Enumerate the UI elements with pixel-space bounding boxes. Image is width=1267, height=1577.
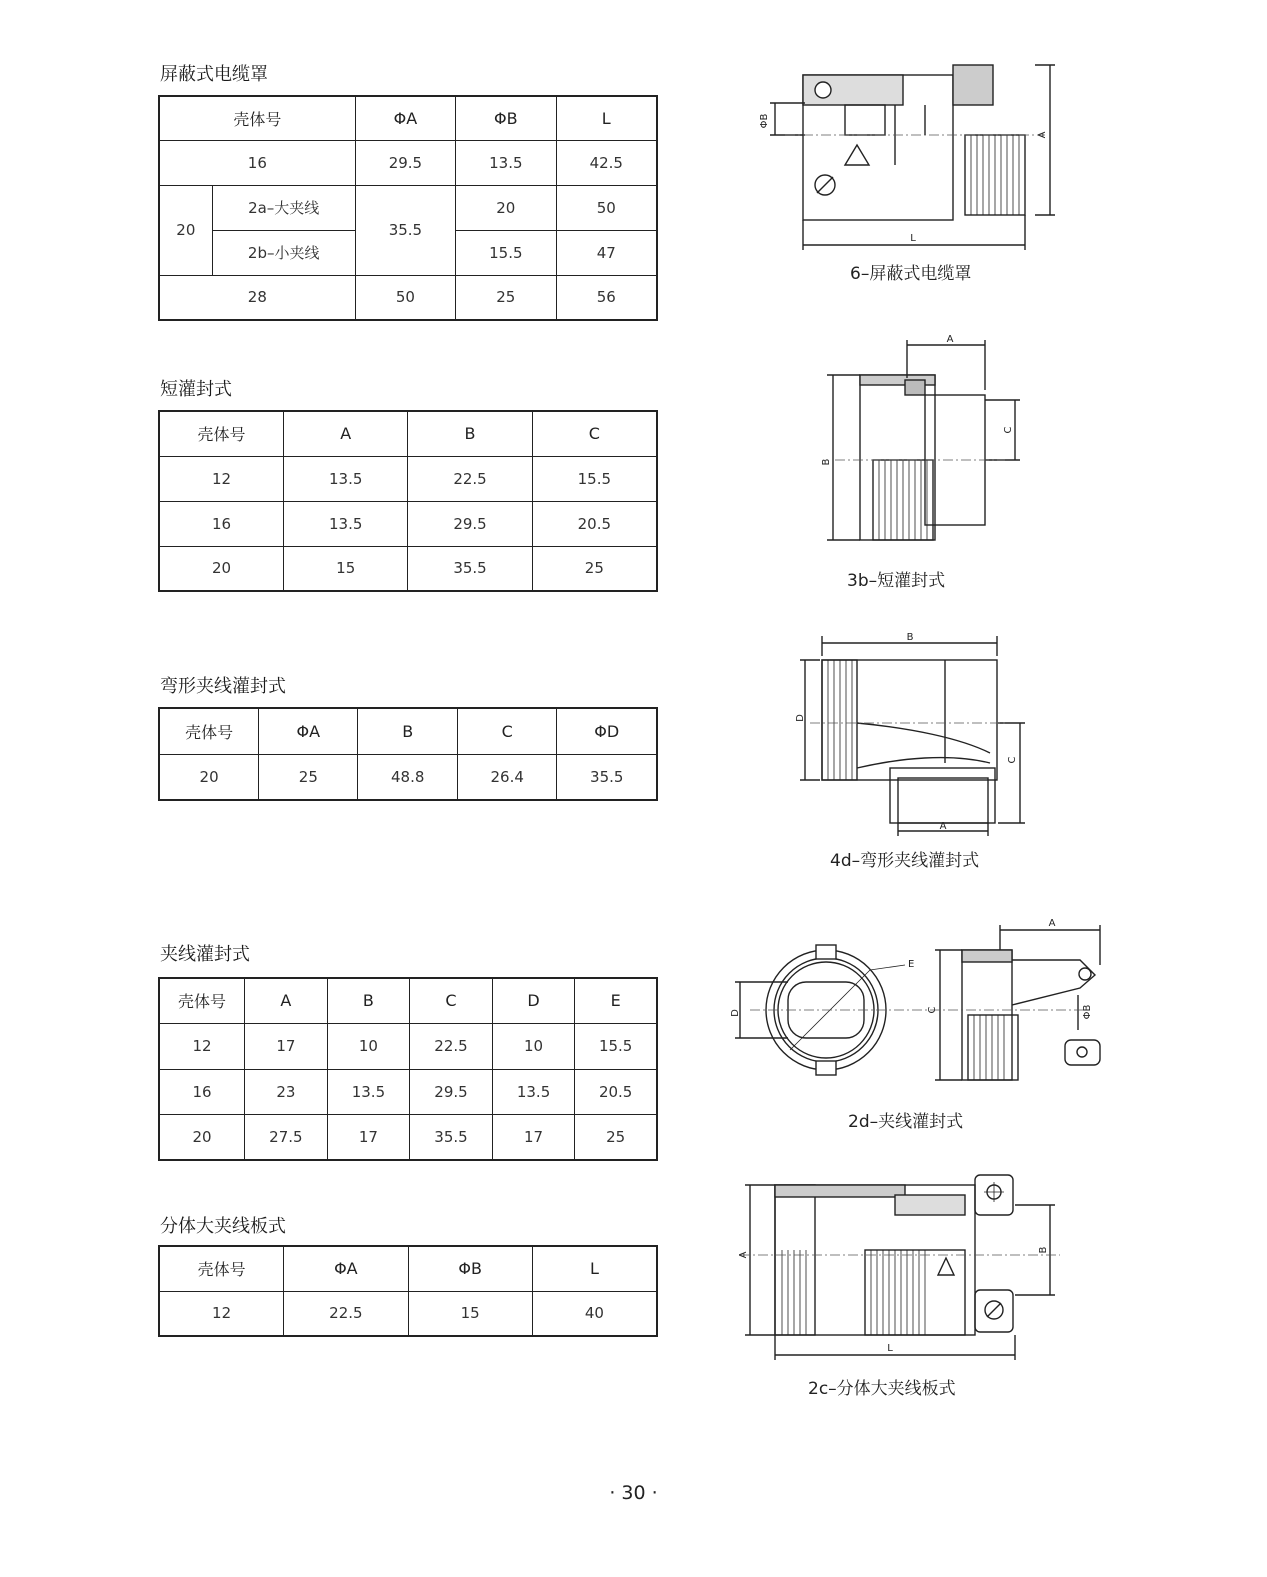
- table-split-clamp: [158, 1245, 658, 1337]
- cell: 20.5: [532, 501, 657, 546]
- cell: 13.5: [284, 501, 408, 546]
- header-E: E: [575, 978, 657, 1023]
- dim-label-E: E: [908, 959, 915, 970]
- header-shell: 壳体号: [159, 96, 355, 140]
- header-phiB: ΦB: [408, 1246, 532, 1291]
- table-row: [159, 754, 657, 800]
- cell: 10: [327, 1023, 410, 1069]
- cell: 50: [556, 185, 657, 230]
- cell: 28: [159, 275, 355, 320]
- cell: 20: [159, 185, 212, 275]
- cell: 26.4: [457, 754, 557, 800]
- cell: 42.5: [556, 140, 657, 185]
- header-C: C: [532, 411, 657, 456]
- dim-label-B: B: [1038, 1246, 1049, 1254]
- table-row: [159, 1114, 657, 1160]
- figure-clamp-potting: [730, 910, 1110, 1100]
- section-title-split-clamp: 分体大夹线板式: [160, 1216, 286, 1237]
- cell: 20.5: [575, 1069, 657, 1114]
- dim-label-D: D: [730, 1009, 741, 1017]
- cell: 29.5: [410, 1069, 493, 1114]
- cell: 17: [245, 1023, 328, 1069]
- cell: 25: [532, 546, 657, 591]
- cell: 22.5: [408, 456, 532, 501]
- header-shell: 壳体号: [159, 978, 245, 1023]
- cell: 40: [532, 1291, 657, 1336]
- header-L: L: [556, 96, 657, 140]
- cell: 2a–大夹线: [212, 185, 355, 230]
- dim-label-B: B: [906, 632, 914, 643]
- dim-label-phiB: ΦB: [1082, 1004, 1093, 1020]
- dim-label-L: L: [910, 233, 916, 244]
- cell: 13.5: [284, 456, 408, 501]
- header-B: B: [408, 411, 532, 456]
- dim-label-D: D: [795, 714, 806, 722]
- cell: 12: [159, 1023, 245, 1069]
- caption-clamp-potting: 2d–夹线灌封式: [848, 1112, 964, 1132]
- cell: 35.5: [410, 1114, 493, 1160]
- cell: 35.5: [355, 185, 455, 275]
- table-row: [159, 1291, 657, 1336]
- header-shell: 壳体号: [159, 1246, 284, 1291]
- cell: 25: [575, 1114, 657, 1160]
- cell: 22.5: [410, 1023, 493, 1069]
- table-row: [159, 708, 657, 754]
- cell: 13.5: [492, 1069, 575, 1114]
- table-short-potting: [158, 410, 658, 592]
- table-row: [159, 456, 657, 501]
- dim-label-L: L: [887, 1343, 893, 1354]
- dim-label-C: C: [927, 1006, 938, 1014]
- dim-label-A: A: [946, 334, 954, 345]
- cell: 20: [159, 546, 284, 591]
- cell: 48.8: [358, 754, 458, 800]
- table-row: [159, 501, 657, 546]
- table-row: [159, 140, 657, 185]
- dim-label-A: A: [1048, 918, 1056, 929]
- cell: 12: [159, 1291, 284, 1336]
- cell: 15.5: [456, 230, 556, 275]
- header-A: A: [245, 978, 328, 1023]
- cell: 13.5: [327, 1069, 410, 1114]
- figure-short-potting: [815, 330, 1030, 550]
- header-phiA: ΦA: [259, 708, 358, 754]
- caption-split-clamp: 2c–分体大夹线板式: [808, 1379, 956, 1399]
- dim-label-phiB: ΦB: [759, 113, 770, 129]
- cell: 25: [456, 275, 556, 320]
- figure-bent-clamp: [790, 628, 1030, 838]
- cell: 20: [159, 754, 259, 800]
- cell: 10: [492, 1023, 575, 1069]
- cell: 29.5: [408, 501, 532, 546]
- header-phiB: ΦB: [456, 96, 556, 140]
- table-row: [159, 546, 657, 591]
- header-phiA: ΦA: [284, 1246, 408, 1291]
- header-shell: 壳体号: [159, 411, 284, 456]
- table-clamp-potting: [158, 977, 658, 1161]
- table-row: [159, 1069, 657, 1114]
- cell: 20: [456, 185, 556, 230]
- cell: 22.5: [284, 1291, 408, 1336]
- dim-label-C: C: [1007, 756, 1018, 764]
- cell: 16: [159, 1069, 245, 1114]
- table-row: [159, 185, 657, 230]
- cell: 16: [159, 140, 355, 185]
- table-row: [159, 1023, 657, 1069]
- table-row: [159, 96, 657, 140]
- cell: 50: [355, 275, 455, 320]
- caption-bent-clamp: 4d–弯形夹线灌封式: [830, 851, 980, 871]
- figure-split-clamp: [730, 1170, 1070, 1365]
- header-B: B: [358, 708, 458, 754]
- header-B: B: [327, 978, 410, 1023]
- dim-label-C: C: [1003, 426, 1014, 434]
- cell: 13.5: [456, 140, 556, 185]
- cell: 15.5: [532, 456, 657, 501]
- cell: 27.5: [245, 1114, 328, 1160]
- cell: 12: [159, 456, 284, 501]
- cell: 15: [408, 1291, 532, 1336]
- cell: 16: [159, 501, 284, 546]
- cell: 35.5: [557, 754, 657, 800]
- header-C: C: [457, 708, 557, 754]
- cell: 20: [159, 1114, 245, 1160]
- section-title-bent-clamp: 弯形夹线灌封式: [160, 676, 286, 697]
- section-title-short-potting: 短灌封式: [160, 379, 232, 400]
- header-C: C: [410, 978, 493, 1023]
- cell: 23: [245, 1069, 328, 1114]
- header-phiD: ΦD: [557, 708, 657, 754]
- header-L: L: [532, 1246, 657, 1291]
- table-bent-clamp: [158, 707, 658, 801]
- dim-label-A: A: [1037, 131, 1048, 139]
- cell: 56: [556, 275, 657, 320]
- dim-label-A: A: [939, 821, 947, 832]
- cell: 35.5: [408, 546, 532, 591]
- cell: 25: [259, 754, 358, 800]
- table-row: [159, 411, 657, 456]
- cell: 17: [492, 1114, 575, 1160]
- figure-shielded-cover: [745, 55, 1075, 255]
- header-phiA: ΦA: [355, 96, 455, 140]
- table-row: [159, 275, 657, 320]
- header-shell: 壳体号: [159, 708, 259, 754]
- table-row: [159, 978, 657, 1023]
- page-number: · 30 ·: [609, 1482, 658, 1504]
- cell: 17: [327, 1114, 410, 1160]
- cell: 2b–小夹线: [212, 230, 355, 275]
- cell: 15.5: [575, 1023, 657, 1069]
- caption-short-potting: 3b–短灌封式: [847, 571, 946, 591]
- dim-label-A: A: [738, 1251, 749, 1259]
- cell: 47: [556, 230, 657, 275]
- header-A: A: [284, 411, 408, 456]
- dim-label-B: B: [821, 458, 832, 466]
- table-shielded: [158, 95, 658, 321]
- cell: 15: [284, 546, 408, 591]
- caption-shielded: 6–屏蔽式电缆罩: [850, 264, 972, 284]
- section-title-clamp-potting: 夹线灌封式: [160, 944, 250, 965]
- header-D: D: [492, 978, 575, 1023]
- cell: 29.5: [355, 140, 455, 185]
- table-row: [159, 1246, 657, 1291]
- section-title-shielded: 屏蔽式电缆罩: [160, 64, 268, 85]
